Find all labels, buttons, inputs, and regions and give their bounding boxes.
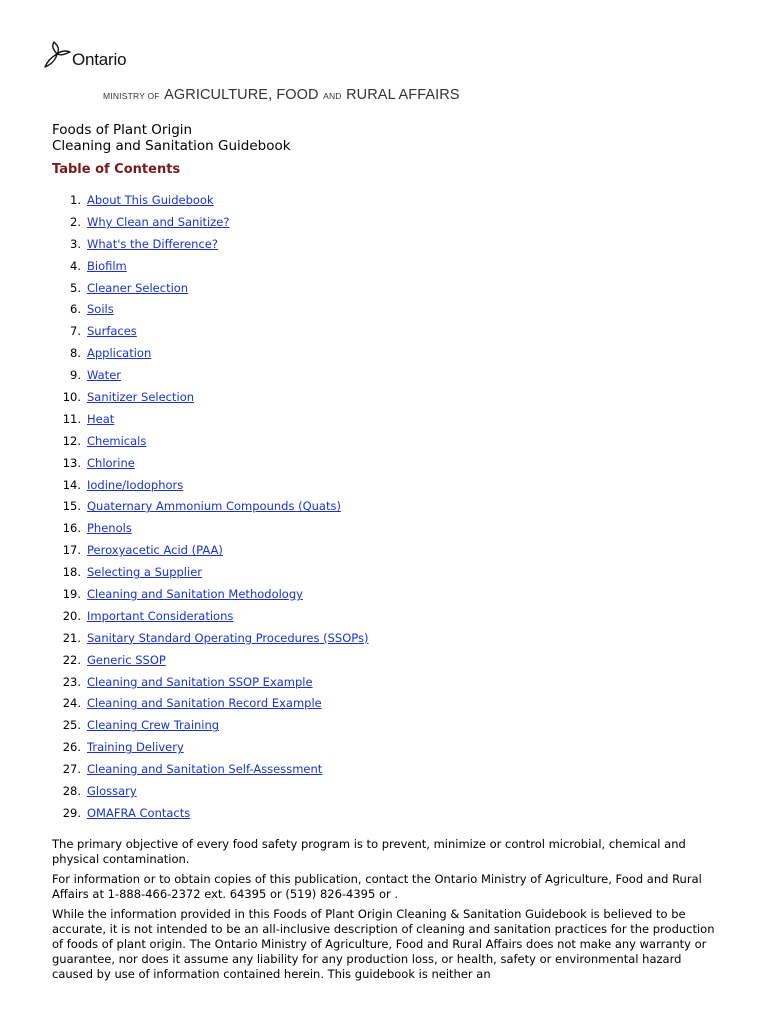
toc-link[interactable]: Peroxyacetic Acid (PAA) (87, 543, 223, 558)
body-text (52, 837, 722, 987)
toc-item (52, 716, 368, 738)
toc-item (52, 344, 368, 366)
document-title (52, 122, 291, 154)
toc-item (52, 279, 368, 301)
toc-item-number: 17. (62, 543, 81, 558)
toc-item (52, 432, 368, 454)
toc-item-number: 6. (70, 302, 81, 317)
toc-item (52, 191, 368, 213)
toc-item-number: 26. (62, 740, 81, 755)
toc-link[interactable]: Cleaner Selection (87, 280, 189, 295)
toc-link[interactable]: Glossary (87, 784, 137, 799)
title-line-2: Cleaning and Sanitation Guidebook (52, 138, 291, 154)
ministry-part1: AGRICULTURE, FOOD (164, 87, 319, 103)
toc-item-number: 4. (70, 258, 81, 273)
toc-link[interactable]: Selecting a Supplier (87, 565, 202, 580)
toc-link[interactable]: Heat (87, 411, 115, 426)
toc-item (52, 651, 368, 673)
body-paragraph: For information or to obtain copies of this publication, contact the Ontario Ministry of Agriculture, Food and Rural Affairs at 1-888-466-2372 ext. 64395 or (519) 826-4395 or . (52, 872, 702, 901)
toc-item (52, 541, 368, 563)
toc-link[interactable]: Generic SSOP (87, 652, 166, 667)
toc-link[interactable]: Biofilm (87, 258, 127, 273)
toc-item-number: 11. (62, 411, 81, 426)
toc-item (52, 366, 368, 388)
toc-item (52, 476, 368, 498)
ministry-part2: RURAL AFFAIRS (346, 87, 460, 103)
toc-link[interactable]: Sanitary Standard Operating Procedures (SSOPs) (87, 630, 369, 645)
toc-item (52, 629, 368, 651)
toc-link[interactable]: Why Clean and Sanitize? (87, 214, 230, 229)
toc-item (52, 607, 368, 629)
toc-item-number: 22. (62, 652, 81, 667)
toc-item-number: 27. (62, 762, 81, 777)
table-of-contents (52, 191, 368, 826)
toc-item (52, 760, 368, 782)
toc-item (52, 519, 368, 541)
toc-item-number: 18. (62, 565, 81, 580)
toc-item (52, 454, 368, 476)
toc-link[interactable]: Iodine/Iodophors (87, 477, 184, 492)
toc-item-number: 28. (62, 784, 81, 799)
toc-link[interactable]: Chlorine (87, 455, 135, 470)
toc-item-number: 10. (62, 390, 81, 405)
toc-item (52, 782, 368, 804)
toc-link[interactable]: About This Guidebook (87, 193, 214, 207)
toc-item (52, 257, 368, 279)
toc-link[interactable]: What's the Difference? (87, 236, 218, 251)
toc-item (52, 235, 368, 257)
toc-item (52, 300, 368, 322)
ontario-logo[interactable] (42, 40, 126, 70)
toc-item (52, 694, 368, 716)
toc-item-number: 21. (62, 630, 81, 645)
toc-link[interactable]: OMAFRA Contacts (87, 805, 191, 820)
toc-link[interactable]: Application (87, 346, 152, 361)
toc-item (52, 410, 368, 432)
toc-item-number: 14. (62, 477, 81, 492)
toc-link[interactable]: Cleaning and Sanitation Methodology (87, 587, 303, 602)
toc-item-number: 2. (70, 214, 81, 229)
toc-item-number: 23. (62, 674, 81, 689)
toc-item (52, 673, 368, 695)
toc-item (52, 497, 368, 519)
toc-link[interactable]: Water (87, 368, 121, 383)
toc-item (52, 322, 368, 344)
toc-link[interactable]: Surfaces (87, 324, 137, 339)
toc-link[interactable]: Cleaning and Sanitation Self-Assessment (87, 762, 323, 777)
toc-item-number: 8. (70, 346, 81, 361)
toc-item-number: 1. (70, 193, 81, 207)
toc-item (52, 804, 368, 826)
ministry-and: AND (323, 91, 342, 101)
toc-heading: Table of Contents (52, 162, 181, 177)
toc-item-number: 19. (62, 587, 81, 602)
toc-item-number: 3. (70, 236, 81, 251)
toc-link[interactable]: Sanitizer Selection (87, 390, 195, 405)
toc-item-number: 7. (70, 324, 81, 339)
body-paragraph: While the information provided in this Foods of Plant Origin Cleaning & Sanitation Guidebook is believed to be accurate, it is not intended to be an all-inclusive description of cleaning and sanitation practices for the production of foods of plant origin. The Ontario Ministry of Agriculture, Food and Rural Affairs does not make any warranty or guarantee, nor does it assume any liability for any production loss, or health, safety or environmental hazard caused by use of information contained herein. This guidebook is neither an (52, 907, 715, 981)
ministry-banner (103, 86, 460, 104)
title-line-1: Foods of Plant Origin (52, 122, 193, 138)
toc-item (52, 585, 368, 607)
trillium-icon (42, 40, 72, 70)
toc-link[interactable]: Important Considerations (87, 608, 234, 623)
ministry-prefix: MINISTRY OF (103, 91, 160, 101)
toc-link[interactable]: Cleaning and Sanitation SSOP Example (87, 674, 313, 689)
toc-item-number: 15. (62, 499, 81, 514)
toc-item-number: 16. (62, 521, 81, 536)
toc-item-number: 20. (62, 608, 81, 623)
toc-item-number: 25. (62, 718, 81, 733)
toc-item (52, 213, 368, 235)
toc-item-number: 29. (62, 805, 81, 820)
toc-link[interactable]: Cleaning and Sanitation Record Example (87, 696, 322, 711)
toc-link[interactable]: Phenols (87, 521, 132, 536)
logo-text: Ontario (72, 50, 127, 69)
toc-link[interactable]: Training Delivery (87, 740, 184, 755)
toc-item (52, 563, 368, 585)
body-paragraph: The primary objective of every food safety program is to prevent, minimize or control microbial, chemical and physical contamination. (52, 837, 686, 866)
toc-item-number: 5. (70, 280, 81, 295)
toc-link[interactable]: Soils (87, 302, 114, 317)
toc-item-number: 13. (62, 455, 81, 470)
toc-item-number: 12. (62, 433, 81, 448)
toc-link[interactable]: Cleaning Crew Training (87, 718, 220, 733)
toc-item-number: 24. (62, 696, 81, 711)
toc-item-number: 9. (70, 368, 81, 383)
toc-link[interactable]: Chemicals (87, 433, 147, 448)
toc-item (52, 738, 368, 760)
toc-item (52, 388, 368, 410)
toc-link[interactable]: Quaternary Ammonium Compounds (Quats) (87, 499, 341, 514)
